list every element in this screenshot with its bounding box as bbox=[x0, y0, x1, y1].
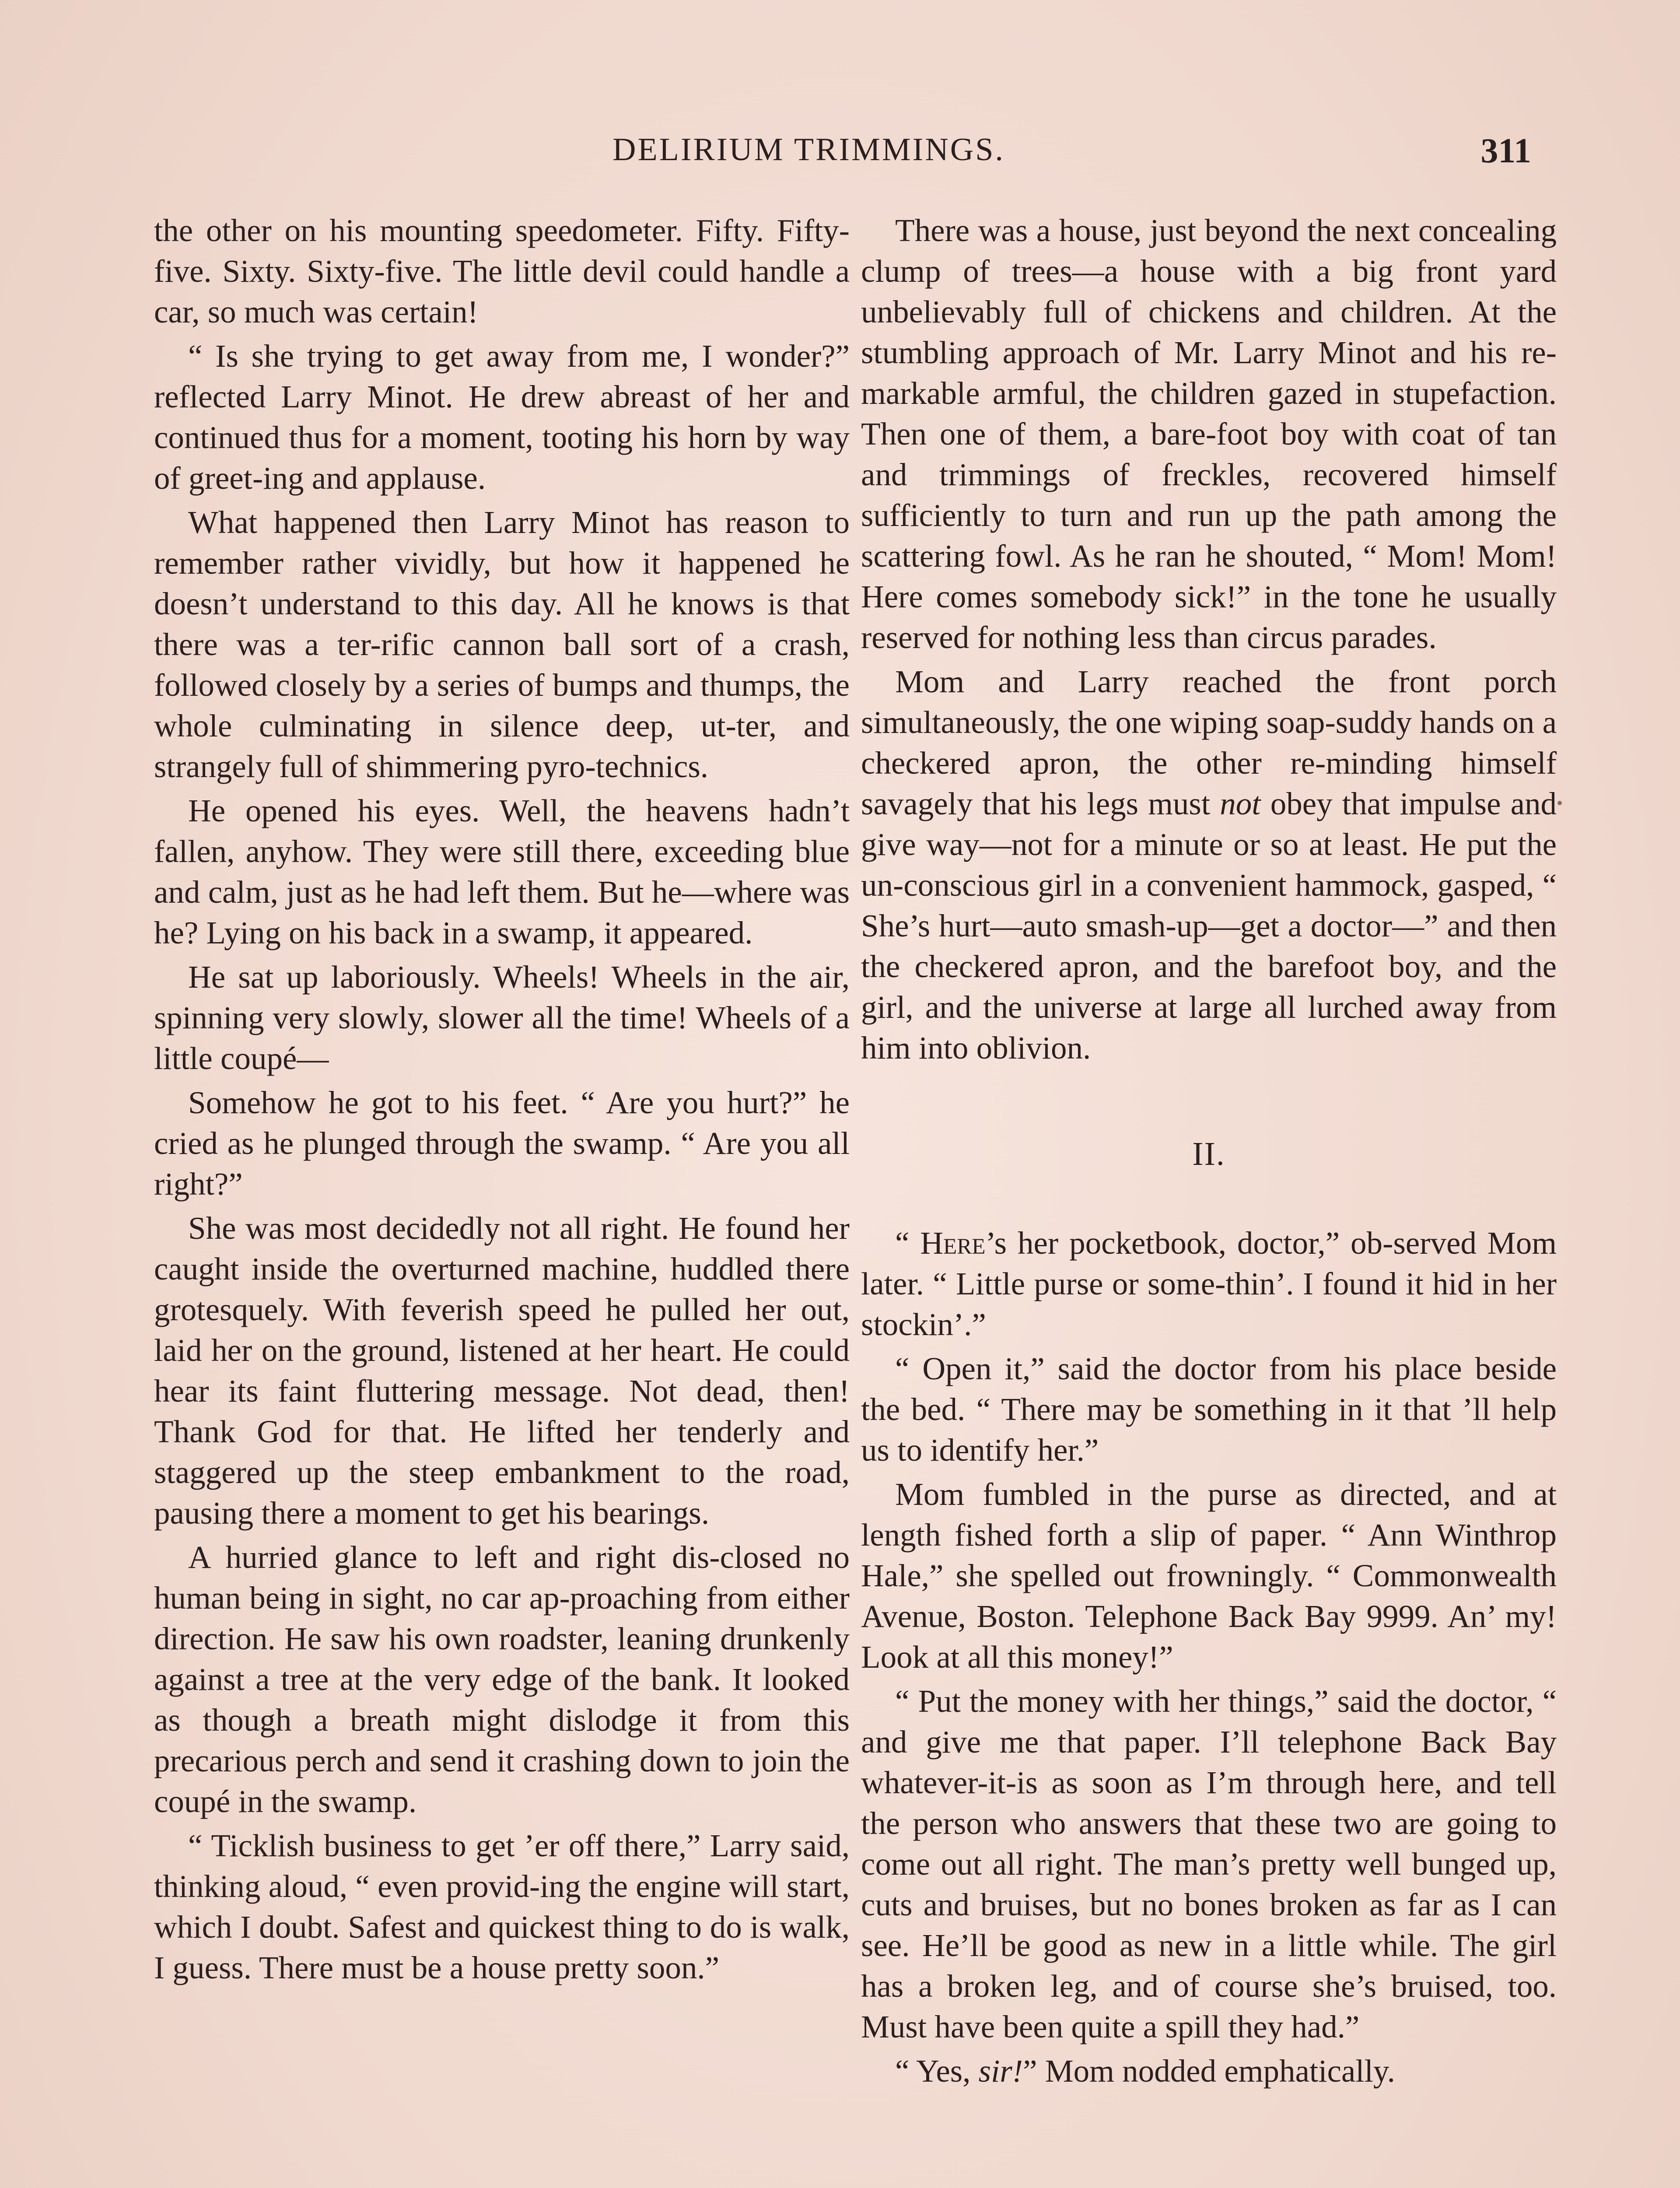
paragraph: She was most decidedly not all right. He found her caught inside the overturned machine, huddled there grotesquely. With feverish speed he pulled her out, laid her on the ground, listened at her heart. He could hear its faint fluttering message. Not dead, then! Thank God for that. He lifted her tenderly and staggered up the steep embankment to the road, pausing there a moment to get his bearings. bbox=[154, 1210, 850, 1531]
paragraph: “ Ticklish business to get ’er off there,” Larry said, thinking aloud, “ even provid-ing the engine will start, which I doubt. Safest and quickest thing to do is walk, I guess. There must be a house pretty soon.” bbox=[154, 1828, 850, 1985]
paragraph: He opened his eyes. Well, the heavens hadn’t fallen, anyhow. They were still there, exceeding blue and calm, just as he had left them. But he—where was he? Lying on his back in a swamp, it appeared. bbox=[154, 793, 850, 950]
text-run: obey that impulse and give way—not for a minute or so at least. He put the un-conscious girl in a convenient hammock, gasped, “ She’s hurt—auto smash-up—get a doctor—” and then the checkered apron, and the barefoot boy, and the girl, and the universe at large all lurched away from him into oblivion. bbox=[861, 786, 1557, 1066]
paragraph: He sat up laboriously. Wheels! Wheels in the air, spinning very slowly, slower all the time! Wheels of a little coupé— bbox=[154, 959, 850, 1076]
paragraph: There was a house, just beyond the next concealing clump of trees—a house with a big front yard unbelievably full of chickens and children. At the stumbling approach of Mr. Larry Minot and his re-markable armful, the children gazed in stupefaction. Then one of them, a bare-foot boy with coat of tan and trimmings of freckles, recovered himself sufficiently to turn and run up the path among the scattering fowl. As he ran he shouted, “ Mom! Mom! Here comes somebody sick!” in the tone he usually reserved for nothing less than circus parades. bbox=[861, 213, 1557, 655]
text-run: “ bbox=[895, 1225, 920, 1261]
paragraph bbox=[861, 661, 1557, 1068]
paragraph bbox=[861, 1223, 1557, 1345]
paragraph: the other on his mounting speedometer. Fifty. Fifty-five. Sixty. Sixty-five. The little devil could handle a car, so much was certain! bbox=[154, 213, 850, 330]
smallcaps-text: Here bbox=[920, 1225, 986, 1261]
page-number: 311 bbox=[1480, 132, 1531, 170]
left-column bbox=[154, 210, 850, 1992]
text-run: “ Yes, bbox=[895, 2053, 979, 2089]
paragraph bbox=[861, 2051, 1557, 2091]
paragraph: Somehow he got to his feet. “ Are you hurt?” he cried as he plunged through the swamp. “ Are you all right?” bbox=[154, 1085, 850, 1202]
text-run: ’s her pocketbook, doctor,” ob-served Mom later. “ Little purse or some-thin’. I found it hid in her stockin’.” bbox=[861, 1225, 1557, 1342]
text-run: ” Mom nodded emphatically. bbox=[1023, 2053, 1395, 2089]
paper-speck bbox=[1558, 801, 1562, 805]
paragraph: What happened then Larry Minot has reason to remember rather vividly, but how it happened he doesn’t understand to this day. All he knows is that there was a ter-rific cannon ball sort of a crash, followed closely by a series of bumps and thumps, the whole culminating in silence deep, ut-ter, and strangely full of shimmering pyro-technics. bbox=[154, 505, 850, 784]
paragraph: “ Put the money with her things,” said the doctor, “ and give me that paper. I’ll telephone Back Bay whatever-it-is as soon as I’m through here, and tell the person who answers that these two are going to come out all right. The man’s pretty well bunged up, cuts and bruises, but no bones broken as far as I can see. He’ll be good as new in a little while. The girl has a broken leg, and of course she’s bruised, too. Must have been quite a spill they had.” bbox=[861, 1683, 1557, 2044]
paragraph: “ Is she trying to get away from me, I wonder?” reflected Larry Minot. He drew abreast of her and continued thus for a moment, tooting his horn by way of greet-ing and applause. bbox=[154, 338, 850, 496]
paragraph: Mom fumbled in the purse as directed, and at length fished forth a slip of paper. “ Ann Winthrop Hale,” she spelled out frowningly. “ Commonwealth Avenue, Boston. Telephone Back Bay 9999. An’ my! Look at all this money!” bbox=[861, 1476, 1557, 1675]
right-column bbox=[861, 210, 1557, 2095]
section-heading: II. bbox=[1192, 1136, 1225, 1172]
paragraph: A hurried glance to left and right dis-closed no human being in sight, no car ap-proaching from either direction. He saw his own roadster, leaning drunkenly against a tree at the very edge of the bank. It looked as though a breath might dislodge it from this precarious perch and send it crashing down to join the coupé in the swamp. bbox=[154, 1539, 850, 1819]
running-head: DELIRIUM TRIMMINGS. bbox=[612, 132, 1005, 168]
emphasis-text: sir! bbox=[978, 2053, 1023, 2089]
text-run: Mom and Larry reached the front porch simultaneously, the one wiping soap-suddy hands on a checkered apron, the other re-minding himself savagely that his legs must bbox=[861, 664, 1557, 821]
paragraph: “ Open it,” said the doctor from his place beside the bed. “ There may be something in it that ’ll help us to identify her.” bbox=[861, 1351, 1557, 1468]
emphasis-text: not bbox=[1220, 786, 1261, 821]
